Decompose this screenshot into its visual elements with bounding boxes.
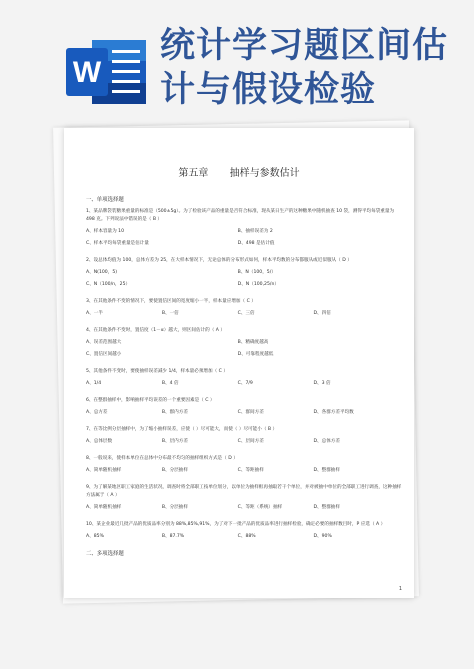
option-item: C、群间方差	[237, 410, 264, 415]
document-title	[160, 24, 460, 112]
option-list	[86, 533, 402, 545]
word-document-icon	[62, 36, 150, 108]
option-item: C、层间方差	[237, 439, 264, 444]
option-list	[86, 310, 402, 322]
option-list	[86, 409, 402, 421]
option-list	[86, 228, 402, 252]
option-item: C、88%	[237, 534, 256, 539]
chapter-heading: 第五章 抽样与参数估计	[178, 168, 300, 179]
option-item: B、抽样误差为 2	[237, 229, 273, 234]
option-item: A、简单随机抽样	[86, 505, 122, 510]
option-item: A、误差范围越大	[86, 340, 122, 345]
option-item: A、85%	[86, 534, 104, 539]
question-text: 1、某品牌袋装糖果重量的标准是（500±5g）。为了检验该产品的重量是否符合标准，现从某日生产的这种糖果中随机抽查 10 袋，测得平均每袋重量为 498 克。下列说法中错误的是（ B ）	[86, 209, 395, 222]
question-text: 5、其他条件不变时，要使抽样误差减少 1/4，样本量必须增加（ C ）	[86, 369, 228, 374]
question-item	[86, 368, 402, 392]
question-item	[86, 426, 402, 450]
question-item	[86, 257, 402, 293]
question-text: 7、在等比例分层抽样中，为了缩小抽样误差，应使（ ）尽可能大，而使（ ）尽可能小（ B ）	[86, 427, 278, 432]
option-item: C、7/9	[237, 381, 253, 386]
option-item: D、各群方差平均数	[313, 410, 354, 415]
question-list	[86, 208, 402, 545]
option-item: C、样本平均每袋重量是估计量	[86, 241, 149, 246]
option-item: D、可靠程度越低	[237, 352, 274, 357]
option-item: B、分层抽样	[161, 468, 188, 473]
option-item: A、总方差	[86, 410, 108, 415]
option-item: A、1/4	[86, 381, 102, 386]
option-item: B、精确度越高	[237, 340, 269, 345]
option-item: B、N（100，5/）	[237, 270, 276, 275]
option-item: D、整群抽样	[313, 468, 340, 473]
option-item: D、90%	[313, 534, 332, 539]
question-item	[86, 208, 402, 252]
question-text: 3、在其他条件不变的情况下，要使置信区间的宽度缩小一半，样本量应增加（ C ）	[86, 299, 256, 304]
option-list	[86, 380, 402, 392]
banner	[0, 0, 474, 115]
document-content	[86, 194, 402, 562]
option-list	[86, 504, 402, 516]
option-item: A、样本容量为 10	[86, 229, 125, 234]
question-item	[86, 484, 402, 516]
option-item: B、分层抽样	[161, 505, 188, 510]
option-item: C、置信区间越小	[86, 352, 122, 357]
option-item: A、简单随机抽样	[86, 468, 122, 473]
option-list	[86, 438, 402, 450]
option-item: C、等距（系统）抽样	[237, 505, 283, 510]
question-item	[86, 327, 402, 363]
option-item: B、一倍	[161, 311, 179, 316]
option-list	[86, 339, 402, 363]
question-text: 4、在其他条件不变时，置信度（1－α）越大，则区间估计的（ A ）	[86, 328, 225, 333]
section-heading-multi-choice: 二、多项选择题	[86, 551, 124, 557]
option-item: A、一半	[86, 311, 103, 316]
option-item: A、总体层数	[86, 439, 113, 444]
question-item	[86, 397, 402, 421]
question-text: 6、在整群抽样中，影响抽样平均误差的一个重要因素是（ C ）	[86, 398, 215, 403]
option-list	[86, 467, 402, 479]
option-item: D、N（100,25/n）	[237, 282, 279, 287]
question-item	[86, 521, 402, 545]
page-number: 1	[398, 586, 402, 592]
option-item: A、N(100，5)	[86, 270, 118, 275]
option-item: C、等距抽样	[237, 468, 264, 473]
option-item: D、四倍	[313, 311, 331, 316]
option-list	[86, 269, 402, 293]
option-item: C、N（100/n，25）	[86, 282, 131, 287]
document-page	[64, 128, 414, 598]
section-heading-single-choice: 一、单项选择题	[86, 197, 124, 203]
option-item: D、498 是估计值	[237, 241, 275, 246]
option-item: B、4 倍	[161, 381, 179, 386]
option-item: D、整群抽样	[313, 505, 340, 510]
question-text: 9、为了解某地区职工家庭的生活状况，调查时将全部职工按单位划分，以单位为抽样框再抽取若干个单位，并对被抽中单位的全部职工进行调查，这种抽样方法属于（ A ）	[86, 485, 402, 498]
question-item	[86, 455, 402, 479]
option-item: B、87.7%	[161, 534, 185, 539]
option-item: D、总体方差	[313, 439, 340, 444]
option-item: D、3 倍	[313, 381, 331, 386]
option-item: C、三倍	[237, 311, 255, 316]
option-item: B、层内方差	[161, 439, 188, 444]
title-line-2: 计与假设检验	[160, 70, 377, 110]
question-text: 8、一般说来，使样本单位在总体中分布最不均匀的抽样组织方式是（ D ）	[86, 456, 238, 461]
title-line-1: 统计学习题区间估	[160, 26, 449, 66]
option-item: B、群内方差	[161, 410, 188, 415]
question-text: 2、设总体均值为 100，总体方差为 25，在大样本情况下，无论总体的分布形式如何，样本平均数的分布都服从或近似服从（ D ）	[86, 258, 352, 263]
svg-text:W: W	[72, 56, 102, 89]
question-item	[86, 298, 402, 322]
question-text: 10、某企业最近几批产品的优质品率分别为 88%,85%,91%，为了对下一批产品的优质品率进行抽样检验，确定必要的抽样数目时，P 应选（ A ）	[86, 522, 386, 527]
